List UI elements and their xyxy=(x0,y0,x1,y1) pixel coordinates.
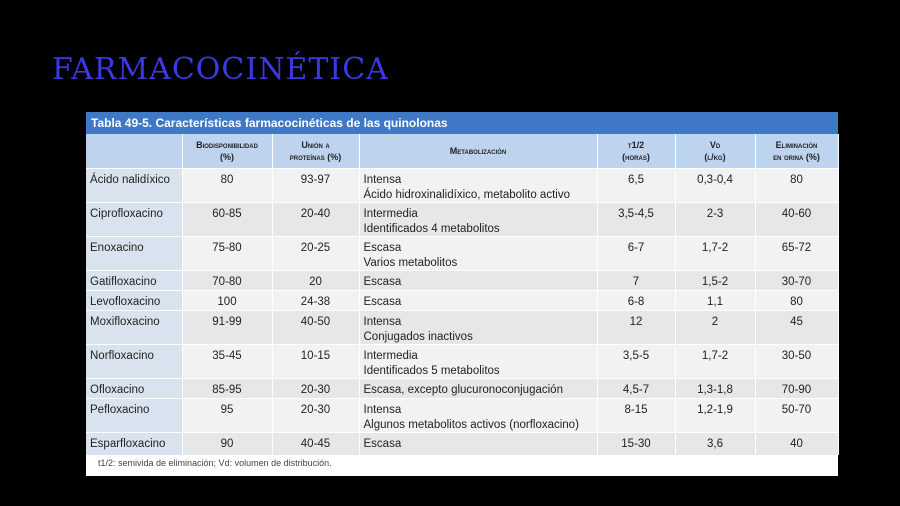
volume-cell: 1,2-1,9 xyxy=(675,399,755,433)
bioavailability-cell: 60-85 xyxy=(182,203,272,237)
metabolism-line1: Escasa xyxy=(363,276,402,288)
volume-cell: 1,3-1,8 xyxy=(675,379,755,399)
metabolism-cell xyxy=(359,291,597,311)
header-t12-line1: t1/2 xyxy=(627,140,645,150)
metabolism-cell xyxy=(359,379,597,399)
metabolism-line1: Escasa xyxy=(363,242,402,254)
urine-elimination-cell: 30-70 xyxy=(755,271,838,291)
drug-name-cell: Ácido nalidíxico xyxy=(86,169,182,203)
half-life-cell: 12 xyxy=(597,311,675,345)
volume-cell: 1,7-2 xyxy=(675,345,755,379)
metabolism-line1: Escasa xyxy=(363,438,402,450)
volume-cell: 0,3-0,4 xyxy=(675,169,755,203)
drug-name-cell: Ciprofloxacino xyxy=(86,203,182,237)
volume-cell: 1,1 xyxy=(675,291,755,311)
drug-name-cell: Norfloxacino xyxy=(86,345,182,379)
quinolones-table xyxy=(86,134,839,455)
metabolism-line1: Intermedia xyxy=(363,208,418,220)
drug-name-cell: Esparfloxacino xyxy=(86,433,182,455)
table-body xyxy=(86,169,838,455)
protein-binding-cell: 20-30 xyxy=(272,379,359,399)
header-elim-line2: en orina (%) xyxy=(773,152,820,162)
bioavailability-cell: 80 xyxy=(182,169,272,203)
metabolism-line2: Algunos metabolitos activos (norfloxacino) xyxy=(363,418,579,431)
metabolism-cell xyxy=(359,169,597,203)
table-row xyxy=(86,203,838,237)
metabolism-line2: Identificados 5 metabolitos xyxy=(363,364,500,377)
table-row xyxy=(86,433,838,455)
drug-name-cell: Gatifloxacino xyxy=(86,271,182,291)
header-union-line2: proteínas (%) xyxy=(289,152,342,162)
table-row xyxy=(86,345,838,379)
metabolism-line1: Intensa xyxy=(363,404,402,416)
metabolism-cell xyxy=(359,433,597,455)
metabolism-line2: Conjugados inactivos xyxy=(363,330,473,343)
urine-elimination-cell: 30-50 xyxy=(755,345,838,379)
half-life-cell: 15-30 xyxy=(597,433,675,455)
urine-elimination-cell: 65-72 xyxy=(755,237,838,271)
table-row xyxy=(86,271,838,291)
table-caption: Tabla 49-5. Características farmacocinéticas de las quinolonas xyxy=(86,112,838,134)
half-life-cell: 8-15 xyxy=(597,399,675,433)
bioavailability-cell: 91-99 xyxy=(182,311,272,345)
metabolism-line1: Intensa xyxy=(363,316,402,328)
metabolism-cell xyxy=(359,399,597,433)
half-life-cell: 3,5-5 xyxy=(597,345,675,379)
half-life-cell: 7 xyxy=(597,271,675,291)
table-row xyxy=(86,237,838,271)
bioavailability-cell: 75-80 xyxy=(182,237,272,271)
table-row xyxy=(86,311,838,345)
urine-elimination-cell: 45 xyxy=(755,311,838,345)
bioavailability-cell: 85-95 xyxy=(182,379,272,399)
metabolism-line2: Identificados 4 metabolitos xyxy=(363,222,500,235)
protein-binding-cell: 20-25 xyxy=(272,237,359,271)
table-row xyxy=(86,169,838,203)
bioavailability-cell: 95 xyxy=(182,399,272,433)
header-urine-elimination xyxy=(755,134,838,169)
urine-elimination-cell: 40-60 xyxy=(755,203,838,237)
header-bio-line2: (%) xyxy=(220,152,234,162)
protein-binding-cell: 10-15 xyxy=(272,345,359,379)
drug-name-cell: Ofloxacino xyxy=(86,379,182,399)
header-metabolism: Metabolización xyxy=(359,134,597,169)
volume-cell: 2 xyxy=(675,311,755,345)
table-row xyxy=(86,379,838,399)
volume-cell: 1,7-2 xyxy=(675,237,755,271)
urine-elimination-cell: 40 xyxy=(755,433,838,455)
bioavailability-cell: 90 xyxy=(182,433,272,455)
protein-binding-cell: 40-45 xyxy=(272,433,359,455)
metabolism-line1: Intermedia xyxy=(363,350,418,362)
metabolism-cell xyxy=(359,311,597,345)
urine-elimination-cell: 50-70 xyxy=(755,399,838,433)
metabolism-line1: Escasa xyxy=(363,296,402,308)
metabolism-line1: Intensa xyxy=(363,174,402,186)
drug-name-cell: Moxifloxacino xyxy=(86,311,182,345)
metabolism-line2: Ácido hidroxinalidíxico, metabolito activo xyxy=(363,188,570,201)
header-bioavailability xyxy=(182,134,272,169)
volume-cell: 2-3 xyxy=(675,203,755,237)
urine-elimination-cell: 80 xyxy=(755,169,838,203)
metabolism-cell xyxy=(359,237,597,271)
bioavailability-cell: 70-80 xyxy=(182,271,272,291)
metabolism-cell xyxy=(359,203,597,237)
table-footnote: t1/2: semivida de eliminación; Vd: volumen de distribución. xyxy=(86,455,838,468)
protein-binding-cell: 24-38 xyxy=(272,291,359,311)
protein-binding-cell: 20 xyxy=(272,271,359,291)
header-vd-line2: (l/kg) xyxy=(704,152,726,162)
volume-cell: 3,6 xyxy=(675,433,755,455)
table-header-row xyxy=(86,134,838,169)
header-t12-line2: (horas) xyxy=(622,152,650,162)
table-row xyxy=(86,291,838,311)
protein-binding-cell: 93-97 xyxy=(272,169,359,203)
urine-elimination-cell: 70-90 xyxy=(755,379,838,399)
table-row xyxy=(86,399,838,433)
header-protein-binding xyxy=(272,134,359,169)
half-life-cell: 6-8 xyxy=(597,291,675,311)
header-elim-line1: Eliminación xyxy=(775,140,818,150)
drug-name-cell: Levofloxacino xyxy=(86,291,182,311)
metabolism-cell xyxy=(359,345,597,379)
metabolism-cell xyxy=(359,271,597,291)
header-bio-line1: Biodisponibilidad xyxy=(196,140,258,150)
metabolism-line1: Escasa, excepto glucuronoconjugación xyxy=(363,384,563,396)
slide-title: FARMACOCINÉTICA xyxy=(52,52,389,87)
metabolism-line2: Varios metabolitos xyxy=(363,256,458,269)
protein-binding-cell: 40-50 xyxy=(272,311,359,345)
protein-binding-cell: 20-40 xyxy=(272,203,359,237)
protein-binding-cell: 20-30 xyxy=(272,399,359,433)
bioavailability-cell: 100 xyxy=(182,291,272,311)
half-life-cell: 6-7 xyxy=(597,237,675,271)
half-life-cell: 6,5 xyxy=(597,169,675,203)
half-life-cell: 4,5-7 xyxy=(597,379,675,399)
half-life-cell: 3,5-4,5 xyxy=(597,203,675,237)
pharmacokinetics-table-panel xyxy=(86,112,838,476)
header-union-line1: Unión a xyxy=(301,140,330,150)
header-vd-line1: Vd xyxy=(709,140,721,150)
urine-elimination-cell: 80 xyxy=(755,291,838,311)
drug-name-cell: Pefloxacino xyxy=(86,399,182,433)
volume-cell: 1,5-2 xyxy=(675,271,755,291)
header-half-life xyxy=(597,134,675,169)
header-volume xyxy=(675,134,755,169)
header-drug xyxy=(86,134,182,169)
bioavailability-cell: 35-45 xyxy=(182,345,272,379)
drug-name-cell: Enoxacino xyxy=(86,237,182,271)
